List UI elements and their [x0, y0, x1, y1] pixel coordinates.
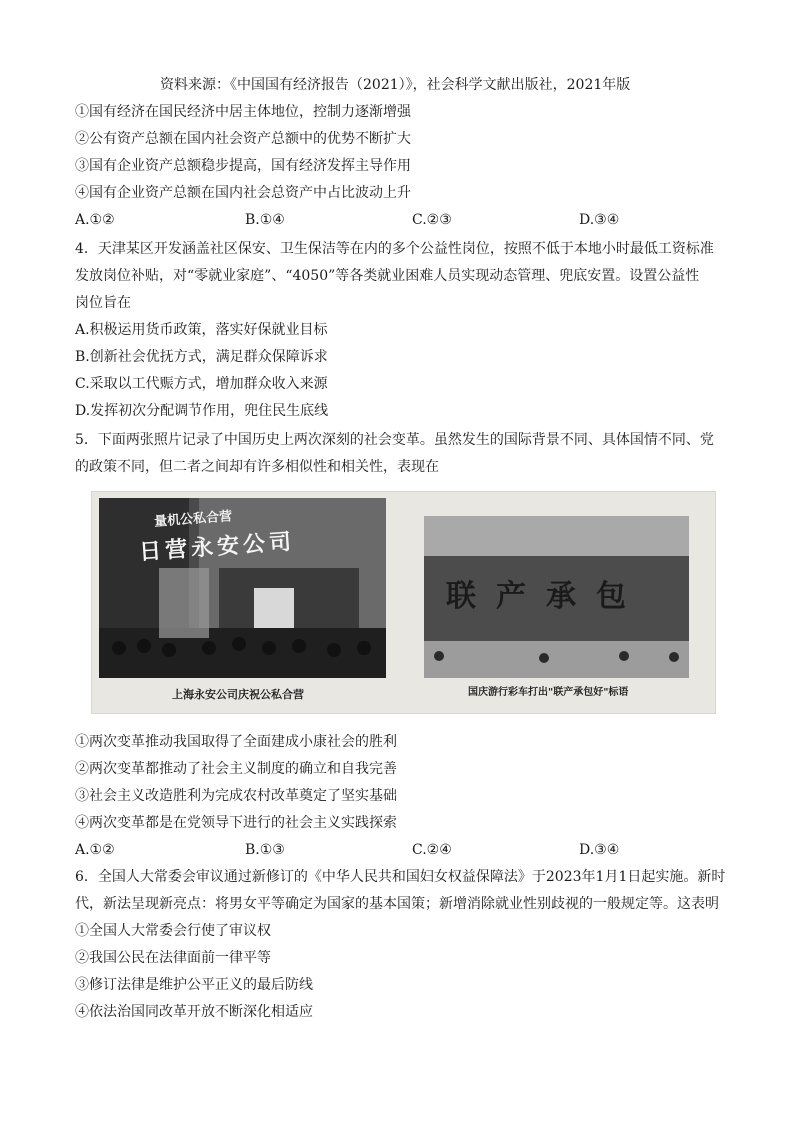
- q6-statement-1: ①全国人大常委会行使了审议权: [75, 923, 271, 939]
- source-line: 资料来源：《中国国有经济报告（2021）》，社会科学文献出版社，2021年版: [160, 77, 631, 93]
- q6-stem-line-2: 代，新法呈现新亮点：将男女平等确定为国家的基本国策；新增消除就业性别歧视的一般规定等。这表明: [75, 896, 719, 912]
- q5-option-d[interactable]: D.③④: [579, 842, 620, 858]
- photo-right-caption: 国庆游行彩车打出"联产承包好"标语: [468, 687, 629, 698]
- q6-statement-3: ③修订法律是维护公平正义的最后防线: [75, 977, 313, 993]
- q3-statement-1: ①国有经济在国民经济中居主体地位，控制力逐渐增强: [75, 104, 411, 120]
- q3-statement-4: ④国有企业资产总额在国内社会总资产中占比波动上升: [75, 185, 411, 201]
- parade-banner: 联产承包: [446, 579, 646, 614]
- q3-option-b[interactable]: B.①④: [245, 212, 285, 228]
- photo-yongan-company: [99, 498, 386, 678]
- q4-stem-line-1: 4．天津某区开发涵盖社区保安、卫生保洁等在内的多个公益性岗位，按照不低于本地小时最低工资标准: [75, 241, 714, 257]
- q5-option-a[interactable]: A.①②: [75, 842, 115, 858]
- q5-stem-line-2: 的政策不同，但二者之间却有许多相似性和相关性，表现在: [75, 459, 439, 475]
- q4-choice-b[interactable]: B.创新社会优抚方式，满足群众保障诉求: [75, 349, 328, 365]
- q6-statement-4: ④依法治国同改革开放不断深化相适应: [75, 1004, 313, 1020]
- photo-left-caption: 上海永安公司庆祝公私合营: [172, 688, 304, 701]
- q6-stem-line-1: 6．全国人大常委会审议通过新修订的《中华人民共和国妇女权益保障法》于2023年1月1日起实施。新时: [75, 869, 726, 885]
- q3-option-a[interactable]: A.①②: [75, 212, 115, 228]
- q5-statement-3: ③社会主义改造胜利为完成农村改革奠定了坚实基础: [75, 788, 397, 804]
- q4-stem-line-3: 岗位旨在: [75, 295, 131, 311]
- q3-option-d[interactable]: D.③④: [579, 212, 620, 228]
- historical-photos: [91, 491, 716, 714]
- photo-national-day-parade: [424, 516, 689, 678]
- q5-option-c[interactable]: C.②④: [412, 842, 452, 858]
- q3-statement-2: ②公有资产总额在国内社会资产总额中的优势不断扩大: [75, 131, 411, 147]
- q4-stem-line-2: 发放岗位补贴，对“零就业家庭”、“4050”等各类就业困难人员实现动态管理、兜底安置。设置公益性: [75, 268, 700, 284]
- q4-choice-c[interactable]: C.采取以工代赈方式，增加群众收入来源: [75, 376, 328, 392]
- q6-statement-2: ②我国公民在法律面前一律平等: [75, 950, 271, 966]
- q5-stem-line-1: 5．下面两张照片记录了中国历史上两次深刻的社会变革。虽然发生的国际背景不同、具体国情不同、党: [75, 432, 714, 448]
- photo-yongan-drawing: [99, 498, 386, 678]
- q5-option-b[interactable]: B.①③: [245, 842, 285, 858]
- q5-statement-2: ②两次变革都推动了社会主义制度的确立和自我完善: [75, 761, 397, 777]
- q3-option-c[interactable]: C.②③: [412, 212, 452, 228]
- yongan-sign-top: 量机公私合营: [153, 509, 233, 530]
- yongan-sign-main: 日营永安公司: [138, 529, 296, 566]
- q5-statement-1: ①两次变革推动我国取得了全面建成小康社会的胜利: [75, 734, 397, 750]
- q3-statement-3: ③国有企业资产总额稳步提高，国有经济发挥主导作用: [75, 158, 411, 174]
- q4-choice-a[interactable]: A.积极运用货币政策，落实好保就业目标: [75, 322, 328, 338]
- q5-statement-4: ④两次变革都是在党领导下进行的社会主义实践探索: [75, 815, 397, 831]
- q4-choice-d[interactable]: D.发挥初次分配调节作用，兜住民生底线: [75, 403, 329, 419]
